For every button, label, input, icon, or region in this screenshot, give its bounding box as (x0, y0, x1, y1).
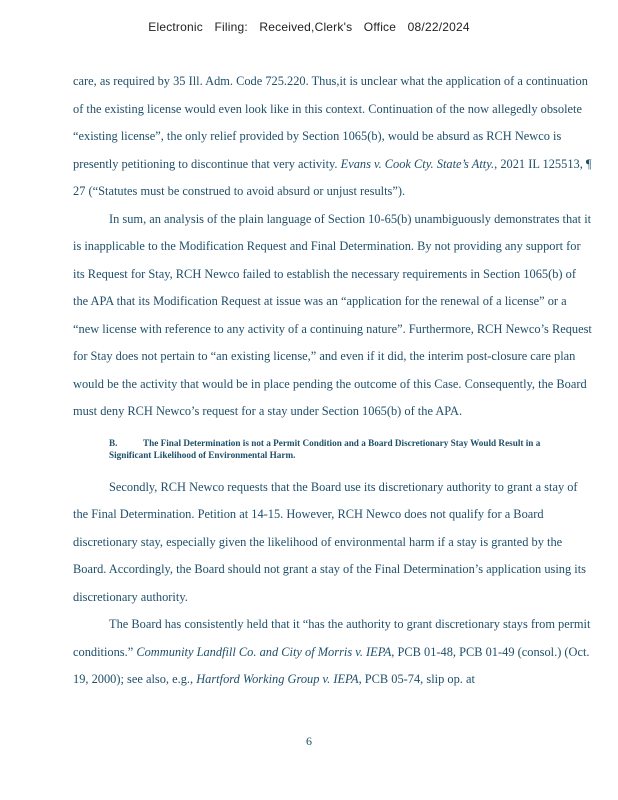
case-citation: Community Landfill Co. and City of Morris v. IEPA (136, 644, 392, 659)
section-heading (109, 437, 549, 461)
paragraph-secondly: Secondly, RCH Newco requests that the Board use its discretionary authority to grant a stay of the Final Determination. Petition at 14-15. However, RCH Newco does not qualify for a Board discretionary stay, especially given the likelihood of environmental harm if a stay is granted by the Board. Accordingly, the Board should not grant a stay of the Final Determination’s application using its discretionary authority. (73, 479, 586, 604)
heading-number: B. (109, 437, 118, 448)
citation-tail: , 2021 IL 125513, ¶ 27 (“Statutes must be construed to avoid absurd or unjust results”). (73, 156, 592, 198)
document-body (73, 68, 593, 694)
paragraph-continued (73, 68, 593, 206)
heading-text: The Final Determination is not a Permit Condition and a Board Discretionary Stay Would Result in a Significant Likelihood of Environmental Harm. (109, 437, 541, 460)
citation-tail: , PCB 01-48, PCB 01-49 (consol.) (Oct. 19, 2000); see also, e.g., (73, 644, 590, 686)
efiling-header: Electronic Filing: Received,Clerk's Office 08/22/2024 (148, 20, 470, 34)
paragraph-text: The Board has consistently held that it “has the authority to grant discretionary stays from permit conditions.” (73, 617, 591, 659)
page-number: 6 (306, 734, 312, 748)
case-citation: Hartford Working Group v. IEPA (196, 672, 359, 686)
paragraph-summary: In sum, an analysis of the plain language of Section 10-65(b) unambiguously demonstrates that it is inapplicable to the Modification Request and Final Determination. By not providing any support for its Request for Stay, RCH Newco failed to establish the necessary requirements in Section 1065(b) of the APA that its Modification Request at issue was an “application for the renewal of a license” or a “new license with reference to any activity of a continuing nature”. Furthermore, RCH Newco’s Request for Stay does not pertain to “an existing license,” and even if it did, the interim post-closure care plan would be the activity that would be in place pending the outcome of this Case. Consequently, the Board must deny RCH Newco’s request for a stay under Section 1065(b) of the APA. (73, 211, 592, 418)
case-citation: Evans v. Cook Cty. State’s Atty. (340, 156, 495, 171)
citation-tail: , PCB 05-74, slip op. at (358, 672, 475, 686)
paragraph-board-authority (73, 611, 593, 694)
paragraph-text: care, as required by 35 Ill. Adm. Code 725.220. Thus,it is unclear what the application of a continuation of the existing license would even look like in this context. Continuation of the now allegedly obsolete “existing license”, the only relief provided by Section 1065(b), would be absurd as RCH Newco is presently petitioning to discontinue that very activity. (73, 74, 588, 171)
